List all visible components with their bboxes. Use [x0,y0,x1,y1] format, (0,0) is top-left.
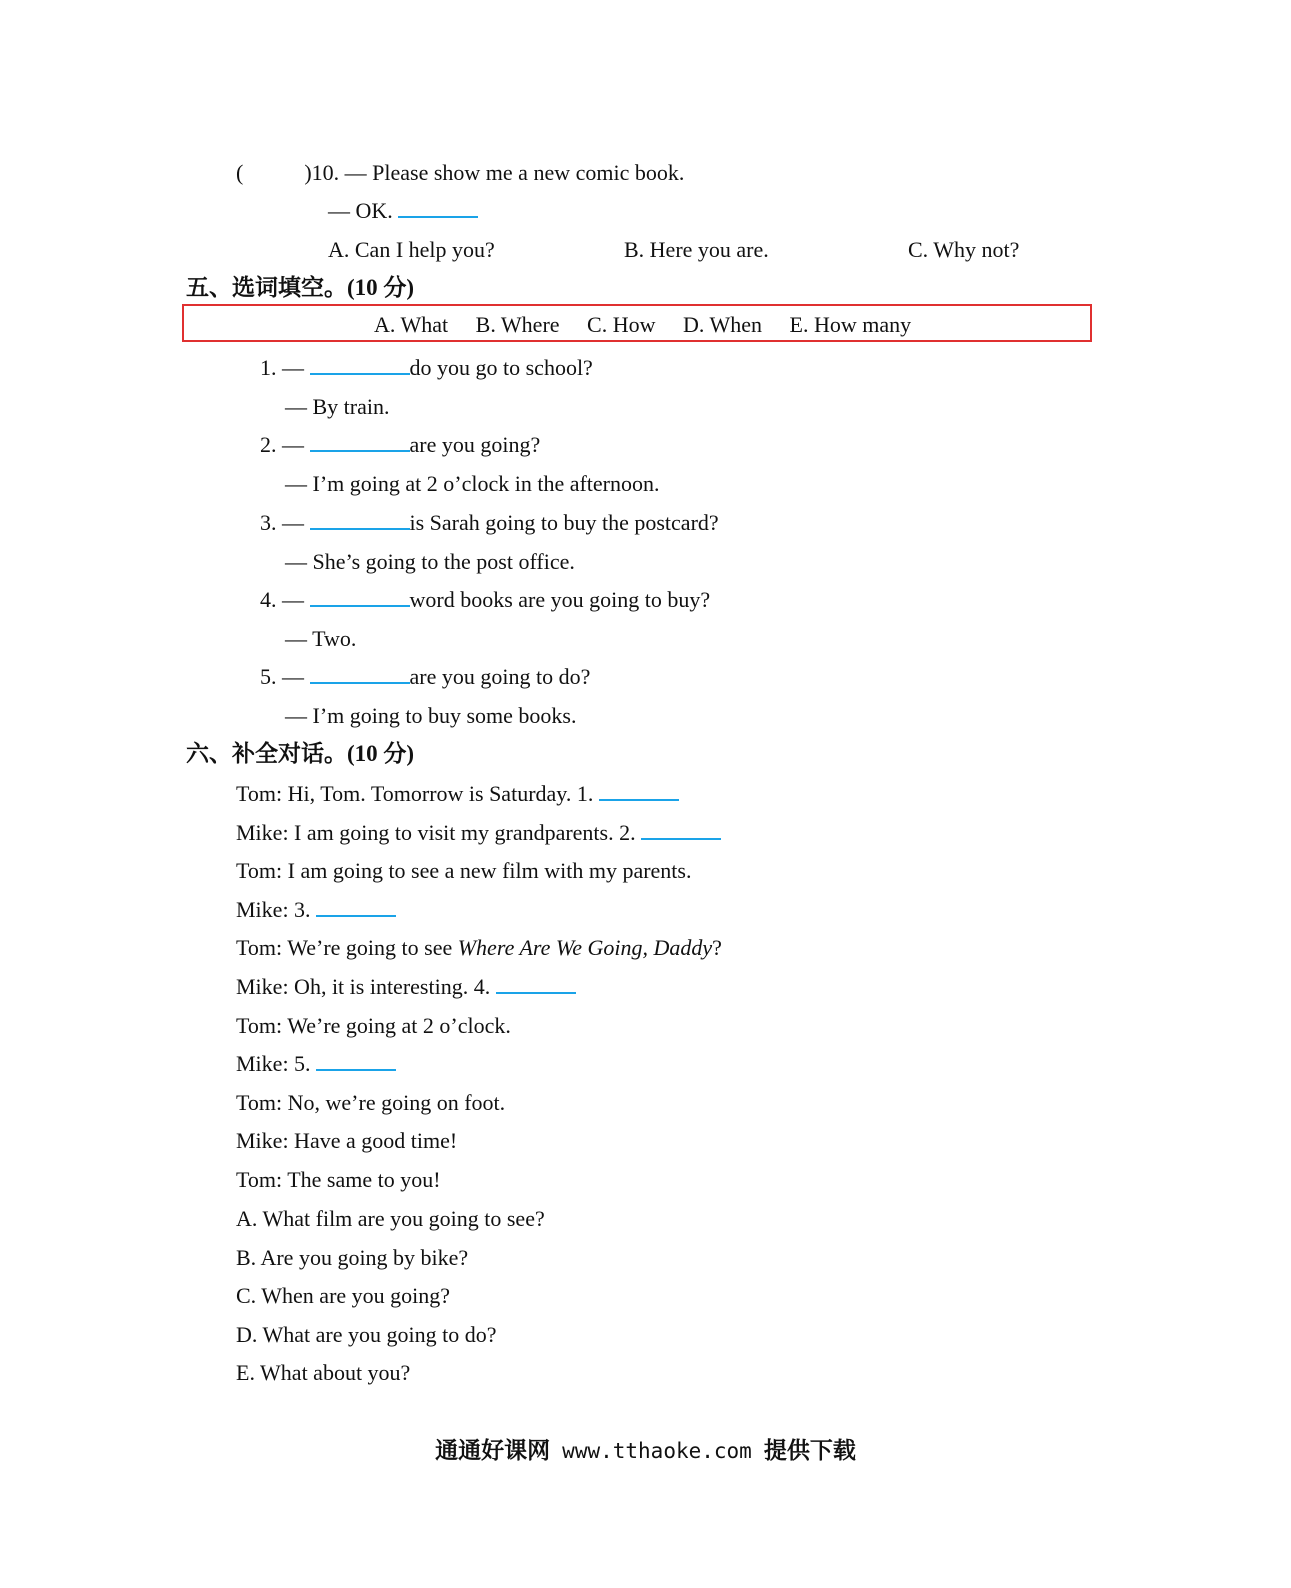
dialogue-line-2 [236,820,721,846]
item-number: 3. — [260,510,304,535]
s5-item-2-question [260,432,540,458]
word-bank-item: B. Where [475,312,560,337]
dialogue-text: Mike: I am going to visit my grandparents. 2. [236,820,636,845]
s6-blank-3[interactable] [316,897,396,917]
s6-option-e: E. What about you? [236,1360,411,1385]
q10-reply-row [328,198,478,224]
question-text: are you going? [409,432,541,457]
item-number: 5. — [260,664,304,689]
dialogue-text: Mike: Oh, it is interesting. 4. [236,974,491,999]
s5-blank-1[interactable] [310,355,410,375]
s6-option-a: A. What film are you going to see? [236,1206,545,1231]
dialogue-text: Tom: Hi, Tom. Tomorrow is Saturday. 1. [236,781,594,806]
word-bank-item: C. How [587,312,656,337]
dialogue-line-11: Tom: The same to you! [236,1167,441,1192]
dialogue-line-3: Tom: I am going to see a new film with my parents. [236,858,692,883]
page-footer [0,1438,1291,1464]
s6-blank-1[interactable] [599,781,679,801]
q10-blank[interactable] [398,198,478,218]
q10-option-b: B. Here you are. [624,237,769,262]
question-text: is Sarah going to buy the postcard? [409,510,719,535]
word-bank [374,312,933,338]
s5-item-3-question [260,510,719,536]
q10-number: )10. [304,160,340,185]
s6-option-d: D. What are you going to do? [236,1322,497,1347]
s6-blank-2[interactable] [641,820,721,840]
dialogue-line-1 [236,781,679,807]
word-bank-item: E. How many [789,312,912,337]
dialogue-line-4 [236,897,396,923]
dialogue-text: ? [712,935,722,960]
s5-blank-2[interactable] [310,432,410,452]
dialogue-text: Mike: 5. [236,1051,311,1076]
question-text: are you going to do? [409,664,591,689]
s5-item-4-answer: — Two. [285,626,357,651]
s5-item-2-answer: — I’m going at 2 o’clock in the afternoon. [285,471,660,496]
q10-option-c: C. Why not? [908,237,1020,262]
dialogue-line-7: Tom: We’re going at 2 o’clock. [236,1013,511,1038]
dialogue-line-5 [236,935,722,961]
section6-heading: 六、补全对话。(10 分) [186,741,415,766]
dialogue-line-9: Tom: No, we’re going on foot. [236,1090,506,1115]
footer-site-name: 通通好课网 [435,1438,551,1463]
q10-option-a: A. Can I help you? [328,237,495,262]
s5-item-1-answer: — By train. [285,394,390,419]
dialogue-line-10: Mike: Have a good time! [236,1128,458,1153]
item-number: 2. — [260,432,304,457]
word-bank-item: D. When [683,312,763,337]
q10-row [236,160,684,186]
s6-option-c: C. When are you going? [236,1283,451,1308]
dialogue-text: Mike: 3. [236,897,311,922]
s5-item-4-question [260,587,710,613]
s5-item-3-answer: — She’s going to the post office. [285,549,575,574]
dialogue-line-6 [236,974,576,1000]
dialogue-text: Tom: We’re going to see [236,935,458,960]
q10-prompt: — Please show me a new comic book. [344,160,685,185]
s5-blank-4[interactable] [310,587,410,607]
s5-item-5-question [260,664,590,690]
s5-blank-3[interactable] [310,510,410,530]
word-bank-box [182,304,1092,342]
q10-reply: — OK. [328,198,393,223]
footer-url[interactable]: www.tthaoke.com [562,1439,752,1463]
s5-blank-5[interactable] [310,664,410,684]
question-text: word books are you going to buy? [409,587,711,612]
film-title: Where Are We Going, Daddy [457,935,713,960]
word-bank-item: A. What [374,312,449,337]
item-number: 1. — [260,355,304,380]
section5-heading: 五、选词填空。(10 分) [186,275,415,300]
s5-item-5-answer: — I’m going to buy some books. [285,703,577,728]
question-text: do you go to school? [409,355,593,380]
dialogue-line-8 [236,1051,396,1077]
footer-provide-download: 提供下载 [763,1438,856,1463]
s6-blank-4[interactable] [496,974,576,994]
q10-paren: ( [236,160,244,185]
item-number: 4. — [260,587,304,612]
s6-blank-5[interactable] [316,1051,396,1071]
s6-option-b: B. Are you going by bike? [236,1245,469,1270]
s5-item-1-question [260,355,593,381]
